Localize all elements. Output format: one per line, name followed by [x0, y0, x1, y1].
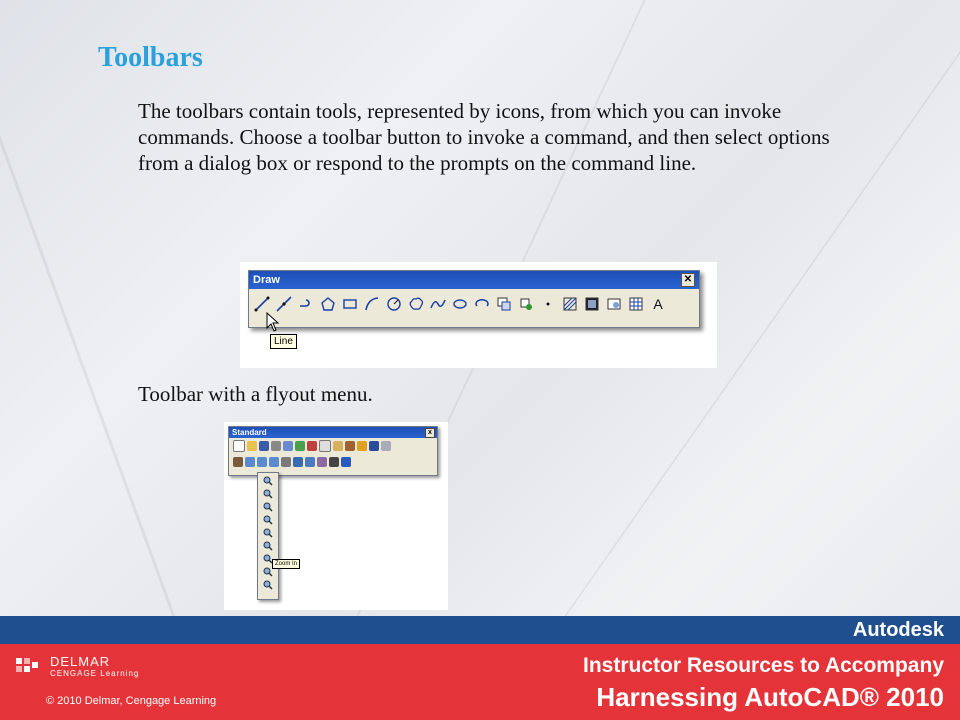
- close-button[interactable]: ✕: [681, 273, 695, 287]
- design-center-icon[interactable]: [293, 457, 303, 467]
- new-icon[interactable]: [233, 440, 245, 452]
- slide-body-text: The toolbars contain tools, represented by icons, from which you can invoke commands. Choose a toolbar button to invoke a command, and then select options from a dialog box or respond to the prompts on the command line.: [138, 99, 830, 175]
- insert-block-icon[interactable]: [495, 295, 513, 313]
- publisher-subtitle: CENGAGE Learning: [50, 669, 140, 678]
- ellipse-icon[interactable]: [451, 295, 469, 313]
- background-line: [0, 0, 175, 616]
- revision-cloud-icon[interactable]: [407, 295, 425, 313]
- zoom-previous-icon[interactable]: [269, 457, 279, 467]
- draw-toolbar-screenshot: [240, 262, 717, 368]
- zoom-window-icon[interactable]: [257, 457, 267, 467]
- delmar-logo-icon: [14, 656, 44, 680]
- open-icon[interactable]: [247, 441, 257, 451]
- rectangle-icon[interactable]: [341, 295, 359, 313]
- standard-toolbar-title: Standard: [232, 428, 267, 437]
- hatch-icon[interactable]: [561, 295, 579, 313]
- slide-title: Toolbars: [98, 42, 203, 73]
- close-button[interactable]: x: [425, 428, 435, 438]
- save-icon[interactable]: [259, 441, 269, 451]
- print-icon[interactable]: [271, 441, 281, 451]
- match-properties-icon[interactable]: [345, 441, 355, 451]
- autodesk-logo: Autodesk: [852, 619, 944, 641]
- caption-text: Toolbar with a flyout menu.: [138, 382, 373, 406]
- zoom-window-icon[interactable]: [261, 475, 275, 486]
- publisher-name: DELMAR: [50, 654, 111, 669]
- make-block-icon[interactable]: [517, 295, 535, 313]
- paste-icon[interactable]: [333, 441, 343, 451]
- zoom-dynamic-icon[interactable]: [261, 488, 275, 499]
- footer-line-1: Instructor Resources to Accompany: [583, 654, 944, 677]
- undo-icon[interactable]: [369, 441, 379, 451]
- sheet-set-icon[interactable]: [317, 457, 327, 467]
- standard-toolbar-titlebar[interactable]: [229, 427, 437, 438]
- plot-preview-icon[interactable]: [283, 441, 293, 451]
- draw-toolbar-tools: [249, 289, 699, 319]
- draw-toolbar-titlebar[interactable]: [249, 271, 699, 289]
- draw-toolbar-title: Draw: [253, 274, 280, 286]
- point-icon[interactable]: [539, 295, 557, 313]
- copyright-text: © 2010 Delmar, Cengage Learning: [46, 695, 217, 707]
- standard-toolbar-row: [229, 438, 437, 454]
- gradient-icon[interactable]: [583, 295, 601, 313]
- region-icon[interactable]: [605, 295, 623, 313]
- zoom-in-icon[interactable]: [261, 540, 275, 551]
- zoom-realtime-icon[interactable]: [245, 457, 255, 467]
- footer-band: [0, 616, 960, 644]
- line-tooltip: Line: [270, 334, 297, 349]
- calculator-icon[interactable]: [329, 457, 339, 467]
- draw-toolbar-window[interactable]: [248, 270, 700, 328]
- table-icon[interactable]: [627, 295, 645, 313]
- ellipse-arc-icon[interactable]: [473, 295, 491, 313]
- pan-icon[interactable]: [233, 457, 243, 467]
- standard-toolbar-row: [229, 454, 437, 470]
- line-icon[interactable]: [253, 295, 271, 313]
- zoom-flyout-menu: [257, 472, 279, 600]
- zoom-extents-icon[interactable]: [261, 579, 275, 590]
- footer-line-2: Harnessing AutoCAD® 2010: [596, 682, 944, 712]
- redo-icon[interactable]: [381, 441, 391, 451]
- multiline-text-tool[interactable]: A: [653, 296, 663, 312]
- tool-palettes-icon[interactable]: [305, 457, 315, 467]
- zoom-object-icon[interactable]: [261, 527, 275, 538]
- polygon-icon[interactable]: [319, 295, 337, 313]
- arc-icon[interactable]: [363, 295, 381, 313]
- help-icon[interactable]: [341, 457, 351, 467]
- block-editor-icon[interactable]: [357, 441, 367, 451]
- standard-toolbar-screenshot: [224, 422, 448, 610]
- copy-icon[interactable]: [319, 440, 331, 452]
- properties-icon[interactable]: [281, 457, 291, 467]
- circle-icon[interactable]: [385, 295, 403, 313]
- construction-line-icon[interactable]: [275, 295, 293, 313]
- cut-icon[interactable]: [307, 441, 317, 451]
- zoom-scale-icon[interactable]: [261, 501, 275, 512]
- zoom-in-tooltip: Zoom In: [272, 559, 300, 569]
- zoom-center-icon[interactable]: [261, 514, 275, 525]
- spline-icon[interactable]: [429, 295, 447, 313]
- polyline-icon[interactable]: [297, 295, 315, 313]
- mouse-cursor-icon: [266, 312, 280, 332]
- standard-toolbar-window[interactable]: [228, 426, 438, 476]
- publish-icon[interactable]: [295, 441, 305, 451]
